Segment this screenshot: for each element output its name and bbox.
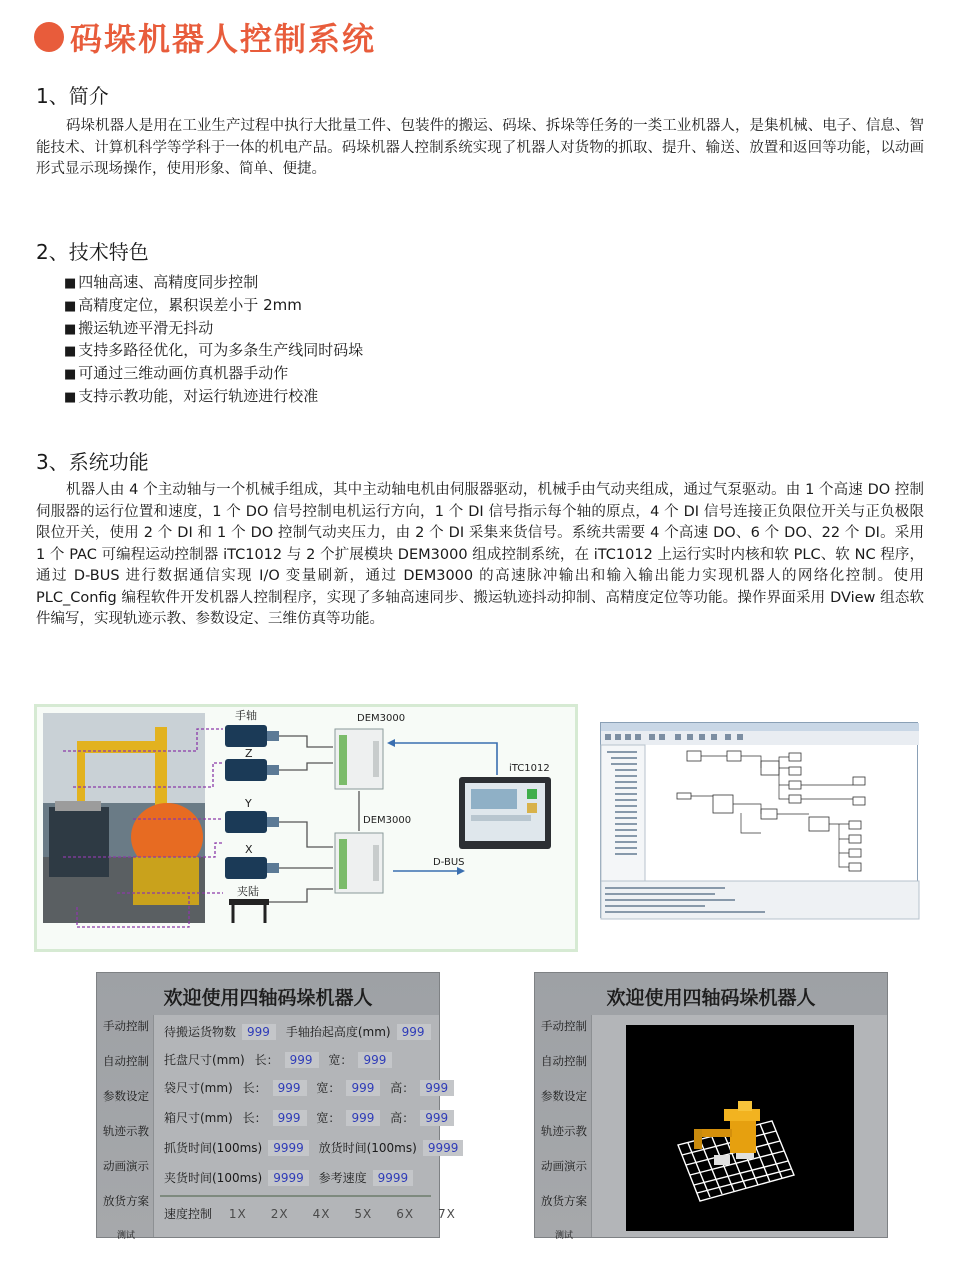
robot-3d-model — [694, 1101, 760, 1153]
label-cargo-count: 待搬运货物数 — [164, 1025, 237, 1039]
system-diagram-svg — [37, 707, 575, 949]
row-cargo-height — [164, 1023, 437, 1040]
feature-item: ■ 四轴高速、高精度同步控制 — [64, 272, 363, 295]
robot-gripper — [55, 801, 101, 811]
label-pallet-size: 托盘尺寸(mm) — [164, 1053, 245, 1067]
input-lift-height[interactable]: 999 — [397, 1024, 431, 1040]
input-box-length[interactable]: 999 — [273, 1110, 307, 1126]
nav-animation-demo[interactable]: 动画演示 — [541, 1159, 587, 1173]
motor-hand — [225, 725, 279, 747]
input-box-width[interactable]: 999 — [346, 1110, 380, 1126]
input-pallet-length[interactable]: 999 — [285, 1052, 319, 1068]
row-pallet-size — [164, 1051, 398, 1068]
speed-7x-button[interactable]: 7X — [438, 1207, 456, 1221]
motor-z — [225, 759, 279, 781]
label-clamp-time: 夹货时间(100ms) — [164, 1171, 263, 1185]
hmi-divider — [160, 1195, 431, 1197]
nav-animation-demo[interactable]: 动画演示 — [103, 1159, 149, 1173]
nav-manual-control[interactable]: 手动控制 — [103, 1019, 149, 1033]
speed-6x-button[interactable]: 6X — [396, 1207, 415, 1221]
speed-2x-button[interactable]: 2X — [270, 1207, 289, 1221]
module-top — [335, 729, 383, 789]
label-pallet-width: 宽： — [328, 1053, 353, 1067]
label-lift-height: 手轴抬起高度(mm) — [285, 1025, 391, 1039]
label-release-time: 放货时间(100ms) — [318, 1141, 417, 1155]
intro-heading: 1、简介 — [36, 84, 109, 108]
intro-paragraph: 码垛机器人是用在工业生产过程中执行大批量工件、包装件的搬运、码垛、拆垛等任务的一类工业机器人，是集机械、电子、信息、智能技术、计算机科学等学科于一体的机电产品。码垛机器人控制系统实现了机器人对货物的抓取、提升、输送、放置和返回等功能，以动画形式显示现场操作，使用形象、简单、便捷。 — [36, 118, 924, 177]
nav-placement-plan[interactable]: 放货方案 — [541, 1194, 587, 1208]
nav-manual-control[interactable]: 手动控制 — [541, 1019, 587, 1033]
hmi-animation-area — [591, 1015, 887, 1237]
feature-item: ■ 支持示教功能，对运行轨迹进行校准 — [64, 386, 363, 409]
dbus-arrow-head — [457, 867, 465, 875]
row-bag-size — [164, 1079, 460, 1096]
input-reference-speed[interactable]: 9999 — [373, 1170, 414, 1186]
axis-label-y: Y — [245, 797, 252, 810]
row-speed-control — [164, 1205, 469, 1222]
software-screenshot — [600, 722, 918, 918]
speed-5x-button[interactable]: 5X — [354, 1207, 373, 1221]
input-box-height[interactable]: 999 — [420, 1110, 454, 1126]
label-bag-length: 长： — [242, 1081, 267, 1095]
title-text: 码垛机器人控制系统 — [70, 20, 377, 58]
speed-1x-button[interactable]: 1X — [228, 1207, 247, 1221]
controller-label: iTC1012 — [509, 763, 550, 774]
module-bottom-label: DEM3000 — [363, 815, 412, 826]
feature-item: ■ 高精度定位，累积误差小于 2mm — [64, 295, 363, 318]
input-bag-height[interactable]: 999 — [420, 1080, 454, 1096]
label-box-length: 长： — [242, 1111, 267, 1125]
nav-parameter-settings[interactable]: 参数设定 — [541, 1089, 587, 1103]
nav-trajectory-teach[interactable]: 轨迹示教 — [103, 1124, 149, 1138]
title-bullet-icon — [34, 22, 64, 52]
label-bag-size: 袋尺寸(mm) — [164, 1081, 233, 1095]
input-cargo-count[interactable]: 999 — [242, 1024, 276, 1040]
input-bag-width[interactable]: 999 — [346, 1080, 380, 1096]
axis-label-z: Z — [245, 747, 253, 760]
label-bag-height: 高： — [390, 1081, 415, 1095]
hmi-nav — [103, 1019, 149, 1243]
label-box-height: 高： — [390, 1111, 415, 1125]
3d-scene-svg — [626, 1025, 854, 1231]
label-speed-control: 速度控制 — [164, 1207, 213, 1221]
feature-item: ■ 搬运轨迹平滑无抖动 — [64, 318, 363, 341]
robot-arm-drop — [77, 741, 85, 801]
motor-x — [225, 857, 279, 879]
row-grab-release-time — [164, 1139, 469, 1156]
cargo-box — [714, 1155, 730, 1165]
label-reference-speed: 参考速度 — [318, 1171, 367, 1185]
3d-viewport[interactable] — [626, 1025, 854, 1231]
row-clamp-time-speed — [164, 1169, 419, 1186]
hmi-parameter-form — [153, 1015, 459, 1237]
label-grab-time: 抓货时间(100ms) — [164, 1141, 263, 1155]
dbus-label: D-BUS — [433, 857, 465, 868]
label-bag-width: 宽： — [316, 1081, 341, 1095]
function-blocks — [677, 751, 865, 871]
input-clamp-time[interactable]: 9999 — [268, 1170, 309, 1186]
features-heading: 2、技术特色 — [36, 240, 149, 264]
label-pallet-length: 长： — [254, 1053, 279, 1067]
hmi-animation-panel — [534, 972, 888, 1241]
nav-auto-control[interactable]: 自动控制 — [541, 1054, 587, 1068]
robot-photo-wall — [43, 713, 205, 803]
nav-auto-control[interactable]: 自动控制 — [103, 1054, 149, 1068]
hmi-parameter-panel — [96, 972, 459, 1241]
nav-trajectory-teach[interactable]: 轨迹示教 — [541, 1124, 587, 1138]
nav-parameter-settings[interactable]: 参数设定 — [103, 1089, 149, 1103]
label-box-width: 宽： — [316, 1111, 341, 1125]
input-release-time[interactable]: 9999 — [423, 1140, 464, 1156]
controller-screen — [459, 777, 551, 849]
hmi-title: 欢迎使用四轴码垛机器人 — [606, 987, 816, 1009]
module-bottom — [335, 833, 383, 893]
window-toolbar — [601, 731, 919, 745]
window-titlebar — [601, 723, 919, 731]
module-top-label: DEM3000 — [357, 713, 406, 724]
hmi-nav — [541, 1019, 587, 1243]
motor-y — [225, 811, 279, 833]
axis-label-x: X — [245, 843, 253, 856]
row-box-size — [164, 1109, 460, 1126]
robot-photo-machine — [49, 807, 109, 877]
speed-4x-button[interactable]: 4X — [312, 1207, 331, 1221]
system-diagram — [34, 704, 578, 952]
input-pallet-width[interactable]: 999 — [358, 1052, 392, 1068]
hmi-title: 欢迎使用四轴码垛机器人 — [163, 987, 373, 1009]
software-screenshot-svg — [601, 723, 919, 919]
gripper-symbol — [229, 899, 269, 923]
arrow-head-top — [387, 739, 395, 747]
page-title — [34, 14, 376, 60]
nav-test[interactable]: 测试 — [554, 1231, 573, 1241]
input-bag-length[interactable]: 999 — [273, 1080, 307, 1096]
features-list — [64, 272, 363, 409]
axis-label-hand: 手轴 — [235, 709, 257, 722]
nav-test[interactable]: 测试 — [116, 1231, 135, 1241]
feature-item: ■ 可通过三维动画仿真机器手动作 — [64, 363, 363, 386]
functions-paragraph: 机器人由 4 个主动轴与一个机械手组成，其中主动轴电机由伺服器驱动，机械手由气动夹组成，通过气泵驱动。由 1 个高速 DO 控制伺服器的运行位置和速度，1 个 DO 信号控制电机运行方向，1 个 DI 信号指示每个轴的原点，4 个 DI 信号连接正负限位开关与正负极限限位开关，使用 2 个 DI 和 1 个 DO 控制气动夹压力，由 2 个 DI 采集来货信号。系统共需要 4 个高速 DO、6 个 DO、22 个 DI。采用 1 个 PAC 可编程运动控制器 iTC1012 与 2 个扩展模块 DEM3000 组成控制系统，在 iTC1012 上运行实时内核和软 PLC、软 NC 程序，通过 D-BUS 进行数据通信实现 I/O 变量刷新，通过 DEM3000 的高速脉冲输出和输入输出能力实现机器人的网络化控制。使用 PLC_Config 编程软件开发机器人控制程序，实现了多轴高速同步、搬运轨迹抖动抑制、高精度定位等功能。操作界面采用 DView 组态软件编写，实现轨迹示教、参数设定、三维仿真等功能。 — [36, 482, 924, 627]
axis-label-gripper: 夹陆 — [237, 885, 259, 898]
functions-heading: 3、系统功能 — [36, 450, 149, 474]
feature-item: ■ 支持多路径优化，可为多条生产线同时码垛 — [64, 340, 363, 363]
arrow-to-top-module — [393, 743, 497, 775]
label-box-size: 箱尺寸(mm) — [164, 1111, 233, 1125]
nav-placement-plan[interactable]: 放货方案 — [103, 1194, 149, 1208]
input-grab-time[interactable]: 9999 — [268, 1140, 309, 1156]
